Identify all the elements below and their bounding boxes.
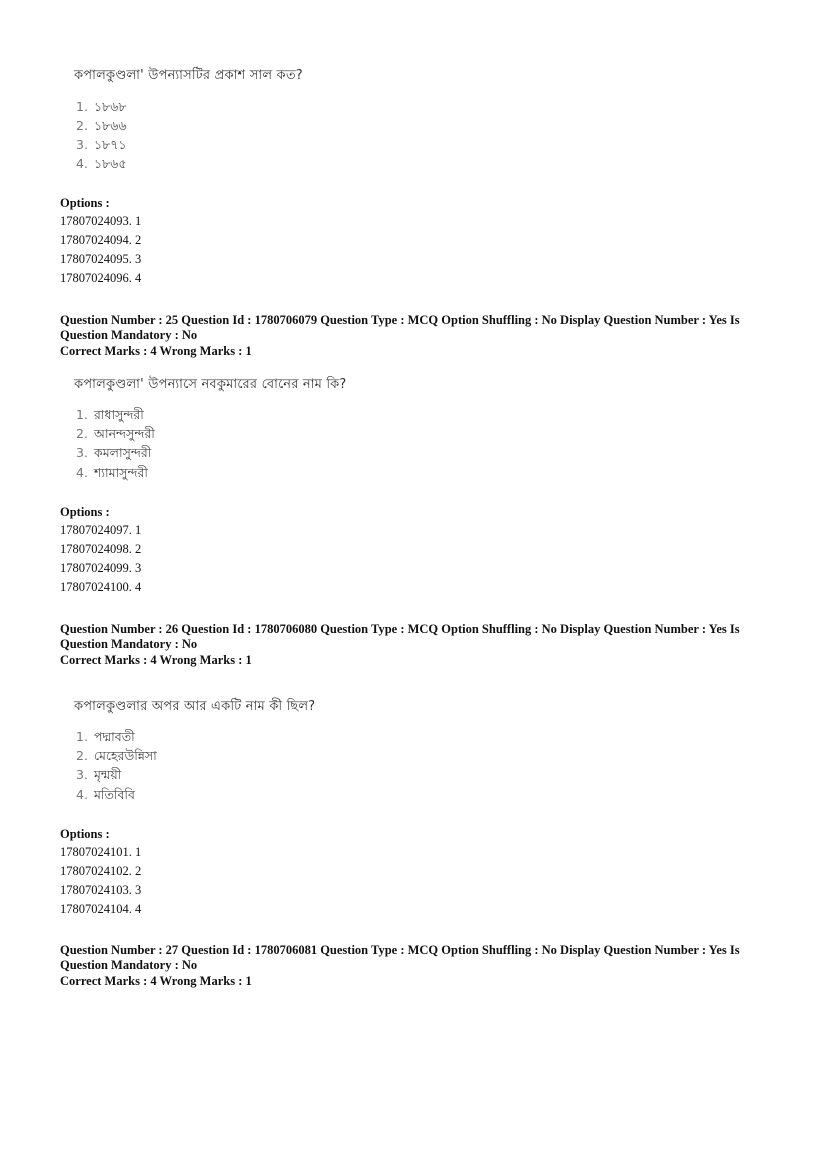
question-27-meta-line1: Question Number : 27 Question Id : 1780706081 Question Type : MCQ Option Shuffling : No Display Question Number : Yes Is — [60, 943, 740, 957]
question-26-meta-line1: Question Number : 26 Question Id : 1780706080 Question Type : MCQ Option Shuffling : No Display Question Number : Yes Is — [60, 622, 740, 636]
question-24-choice-4: 4. ১৮৬৫ — [76, 156, 127, 171]
option-id-row: 17807024104. 4 — [60, 902, 142, 916]
options-label: Options : — [60, 827, 110, 841]
question-26-meta — [60, 622, 750, 651]
question-24-choice-1: 1. ১৮৬৮ — [76, 99, 127, 114]
question-24-text: কপালকুণ্ডলা' উপন্যাসটির প্রকাশ সাল কত? — [74, 68, 303, 83]
option-id-row: 17807024101. 1 — [60, 845, 142, 859]
question-25-choice-3: 3. কমলাসুন্দরী — [76, 445, 152, 460]
question-26-text: কপালকুণ্ডলার অপর আর একটি নাম কী ছিল? — [74, 699, 316, 714]
question-24-choice-2: 2. ১৮৬৬ — [76, 118, 127, 133]
question-25-meta — [60, 313, 750, 342]
question-25-meta-line2: Question Mandatory : No — [60, 327, 198, 342]
option-id-row: 17807024095. 3 — [60, 252, 142, 266]
option-id-row: 17807024100. 4 — [60, 580, 142, 594]
question-27-meta — [60, 943, 750, 972]
question-25-choice-4: 4. শ্যামাসুন্দরী — [76, 465, 148, 480]
options-label: Options : — [60, 505, 110, 519]
question-26-marks: Correct Marks : 4 Wrong Marks : 1 — [60, 653, 252, 667]
question-26-choice-2: 2. মেহেরউন্নিসা — [76, 748, 157, 763]
question-26-choice-3: 3. মৃন্ময়ী — [76, 767, 122, 782]
option-id-row: 17807024099. 3 — [60, 561, 142, 575]
question-27-meta-line2: Question Mandatory : No — [60, 957, 198, 972]
question-26-choice-4: 4. মতিবিবি — [76, 787, 135, 802]
question-24-choice-3: 3. ১৮৭১ — [76, 137, 127, 152]
option-id-row: 17807024097. 1 — [60, 523, 142, 537]
option-id-row: 17807024102. 2 — [60, 864, 142, 878]
option-id-row: 17807024103. 3 — [60, 883, 142, 897]
option-id-row: 17807024093. 1 — [60, 214, 142, 228]
option-id-row: 17807024098. 2 — [60, 542, 142, 556]
question-26-choice-1: 1. পদ্মাবতী — [76, 729, 135, 744]
question-26-meta-line2: Question Mandatory : No — [60, 636, 198, 651]
question-25-choice-2: 2. আনন্দসুন্দরী — [76, 426, 155, 441]
question-25-meta-line1: Question Number : 25 Question Id : 1780706079 Question Type : MCQ Option Shuffling : No Display Question Number : Yes Is — [60, 313, 740, 327]
option-id-row: 17807024094. 2 — [60, 233, 142, 247]
question-25-text: কপালকুণ্ডলা' উপন্যাসে নবকুমারের বোনের নাম কি? — [74, 377, 347, 392]
question-25-marks: Correct Marks : 4 Wrong Marks : 1 — [60, 344, 252, 358]
question-27-marks: Correct Marks : 4 Wrong Marks : 1 — [60, 974, 252, 988]
options-label: Options : — [60, 196, 110, 210]
question-25-choice-1: 1. রাধাসুন্দরী — [76, 407, 144, 422]
option-id-row: 17807024096. 4 — [60, 271, 142, 285]
